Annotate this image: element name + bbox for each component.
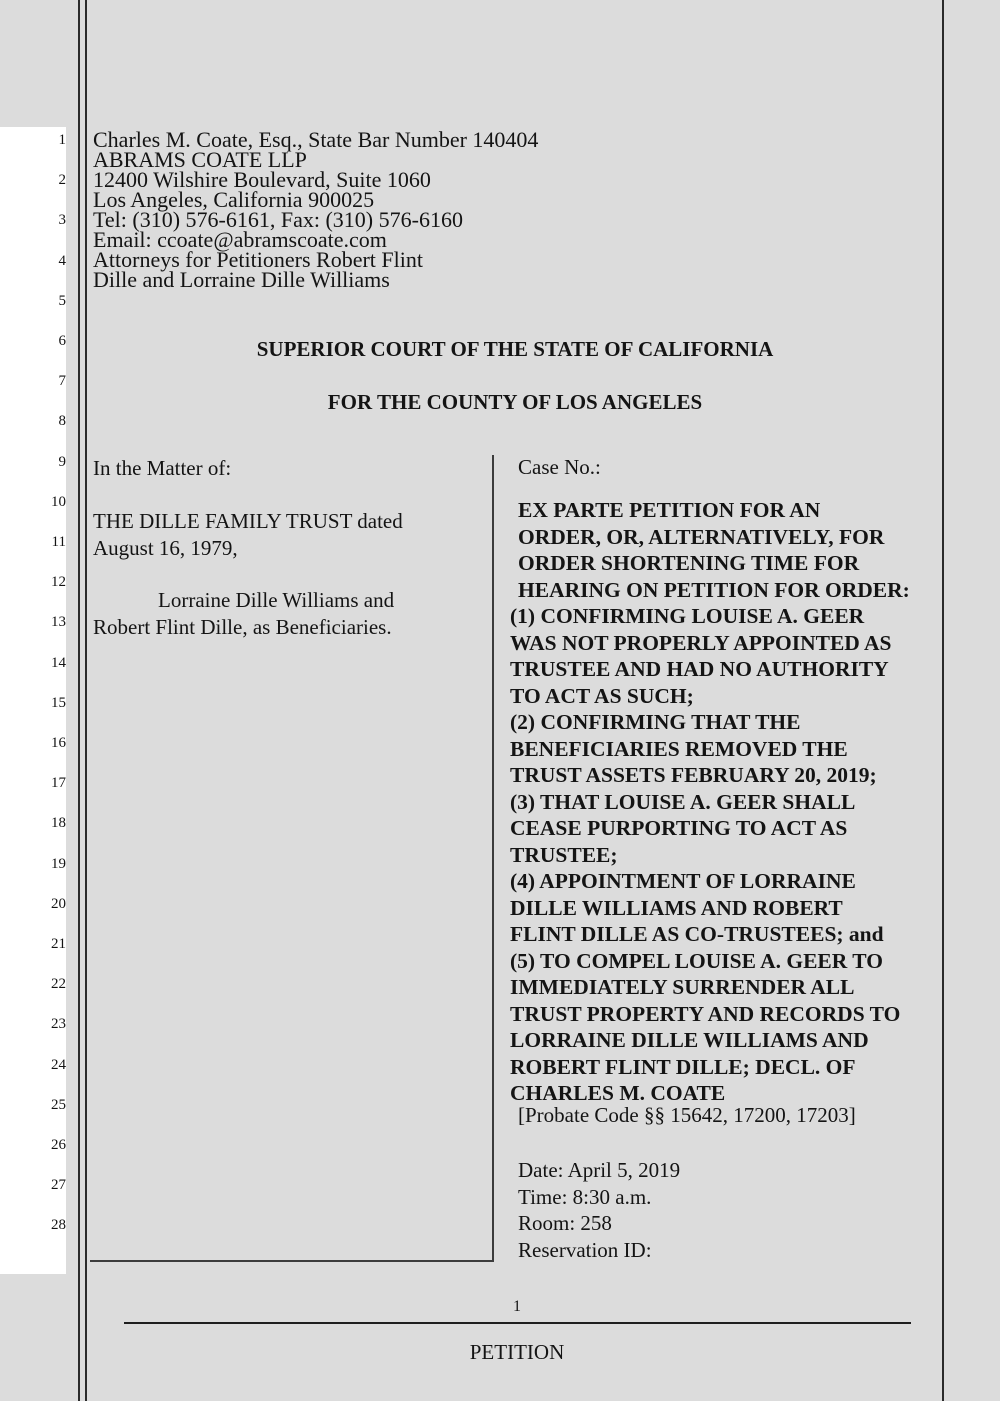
title-line: IMMEDIATELY SURRENDER ALL xyxy=(510,975,855,999)
title-line: EX PARTE PETITION FOR AN xyxy=(518,498,821,522)
title-line: FLINT DILLE AS CO-TRUSTEES; and xyxy=(510,922,884,946)
title-line: TO ACT AS SUCH; xyxy=(510,683,694,708)
title-line: DILLE WILLIAMS AND ROBERT xyxy=(510,895,843,920)
title-line: TRUSTEE AND HAD NO AUTHORITY xyxy=(510,657,889,681)
counsel-line: Tel: (310) 576-6161, Fax: (310) 576-6160 xyxy=(93,207,463,232)
caption-divider xyxy=(492,455,494,1261)
line-number: 15 xyxy=(51,694,66,711)
title-line: TRUST PROPERTY AND RECORDS TO xyxy=(510,1001,901,1026)
line-number: 9 xyxy=(58,453,66,470)
counsel-line: 12400 Wilshire Boulevard, Suite 1060 xyxy=(93,167,431,192)
title-line: CHARLES M. COATE xyxy=(510,1081,726,1105)
parties-line: Lorraine Dille Williams and xyxy=(158,588,395,612)
line-number: 11 xyxy=(51,534,66,550)
line-number: 3 xyxy=(58,212,66,229)
line-number: 19 xyxy=(51,855,66,872)
court-county: FOR THE COUNTY OF LOS ANGELES xyxy=(327,390,703,414)
line-number: 7 xyxy=(58,373,66,390)
trust-name xyxy=(93,508,403,562)
title-line: LORRAINE DILLE WILLIAMS AND xyxy=(510,1028,869,1052)
caption-bottom-rule xyxy=(90,1260,494,1262)
title-line: ORDER, OR, ALTERNATIVELY, FOR xyxy=(518,524,885,549)
case-number-label: Case No.: xyxy=(518,455,601,479)
title-line: TRUST ASSETS FEBRUARY 20, 2019; xyxy=(510,763,877,787)
line-number: 13 xyxy=(51,614,66,631)
matter-label: In the Matter of: xyxy=(93,456,232,480)
trust-line: THE DILLE FAMILY TRUST dated xyxy=(93,509,403,533)
hearing-info xyxy=(518,1157,680,1263)
statute-citation: [Probate Code §§ 15642, 17200, 17203] xyxy=(518,1103,856,1127)
counsel-line: Charles M. Coate, Esq., State Bar Number 140404 xyxy=(93,127,539,152)
line-number: 25 xyxy=(51,1096,66,1113)
line-number: 8 xyxy=(58,413,66,430)
hearing-date: Date: April 5, 2019 xyxy=(518,1158,681,1182)
title-line: TRUSTEE; xyxy=(510,842,618,867)
court-name: SUPERIOR COURT OF THE STATE OF CALIFORNIA xyxy=(256,337,774,361)
title-line: (3) THAT LOUISE A. GEER SHALL xyxy=(510,789,856,814)
line-number: 26 xyxy=(51,1137,66,1153)
footer-rule xyxy=(124,1322,911,1324)
title-line: (4) APPOINTMENT OF LORRAINE xyxy=(510,869,856,893)
counsel-line: ABRAMS COATE LLP xyxy=(93,147,307,172)
line-number: 2 xyxy=(58,172,66,189)
title-line: (2) CONFIRMING THAT THE xyxy=(510,710,801,734)
title-line: BENEFICIARIES REMOVED THE xyxy=(510,736,848,761)
counsel-line: Los Angeles, California 900025 xyxy=(93,187,375,212)
line-number: 20 xyxy=(51,895,66,912)
line-number: 14 xyxy=(51,654,66,671)
hearing-room: Room: 258 xyxy=(518,1211,612,1235)
document-title xyxy=(510,497,955,1107)
parties-line: Robert Flint Dille, as Beneficiaries. xyxy=(93,615,392,639)
page-number: 1 xyxy=(513,1298,521,1315)
footer-label: PETITION xyxy=(469,1340,565,1364)
line-number: 23 xyxy=(51,1016,66,1033)
trust-line: August 16, 1979, xyxy=(93,536,238,560)
title-line: (1) CONFIRMING LOUISE A. GEER xyxy=(510,604,865,628)
title-line: CEASE PURPORTING TO ACT AS xyxy=(510,816,848,840)
counsel-line: Email: ccoate@abramscoate.com xyxy=(93,227,387,252)
line-number: 22 xyxy=(51,976,66,993)
line-number: 27 xyxy=(51,1177,66,1194)
line-number: 21 xyxy=(51,936,66,952)
line-number: 17 xyxy=(51,775,66,792)
line-number: 18 xyxy=(51,815,66,832)
title-line: WAS NOT PROPERLY APPOINTED AS xyxy=(510,630,892,655)
counsel-line: Attorneys for Petitioners Robert Flint xyxy=(93,247,423,272)
margin-rule-left-inner xyxy=(85,0,87,1401)
line-number: 6 xyxy=(58,333,66,349)
line-number: 12 xyxy=(51,574,66,591)
line-number: 16 xyxy=(51,735,66,751)
hearing-time: Time: 8:30 a.m. xyxy=(518,1184,652,1209)
title-line: HEARING ON PETITION FOR ORDER: xyxy=(518,577,910,602)
title-line: ROBERT FLINT DILLE; DECL. OF xyxy=(510,1054,856,1079)
hearing-reservation: Reservation ID: xyxy=(518,1237,652,1262)
title-line: ORDER SHORTENING TIME FOR xyxy=(518,551,860,575)
margin-rule-left-outer xyxy=(78,0,80,1401)
line-number: 24 xyxy=(51,1056,66,1073)
counsel-block xyxy=(93,127,539,292)
line-number: 5 xyxy=(58,292,66,309)
line-number: 1 xyxy=(58,132,66,148)
line-number: 10 xyxy=(51,493,66,510)
line-number: 4 xyxy=(58,252,66,269)
counsel-line: Dille and Lorraine Dille Williams xyxy=(93,267,390,292)
parties xyxy=(93,587,394,641)
line-number: 28 xyxy=(51,1217,66,1234)
title-line: (5) TO COMPEL LOUISE A. GEER TO xyxy=(510,948,883,973)
